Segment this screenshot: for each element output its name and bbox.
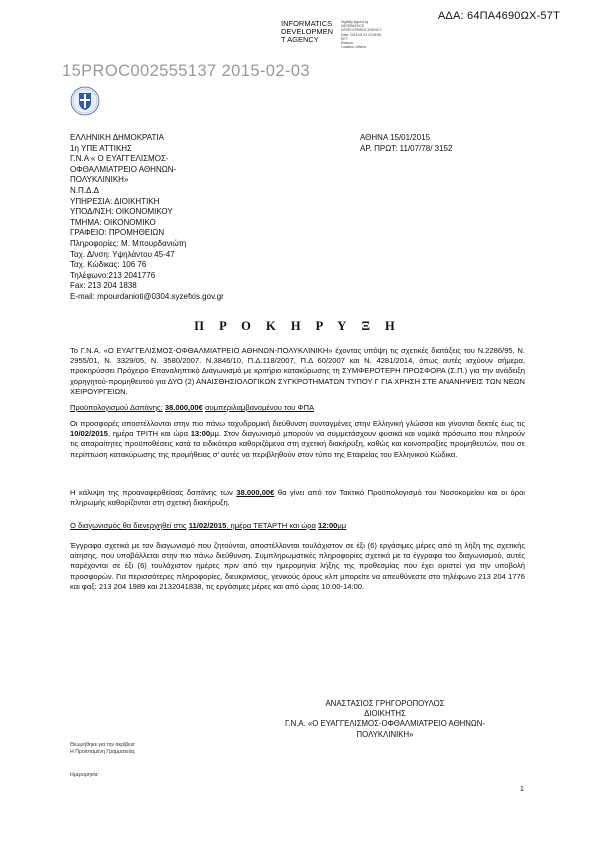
page-number: 1 [520, 786, 524, 793]
greek-coat-of-arms-icon [70, 86, 100, 116]
documents-paragraph: Έγγραφα σχετικά με τον διαγωνισμό που ζητούνται, αποστέλλονται τουλάχιστον σε έξι (6) εργάσιμες μέρες από τη λήξη της σχετικής αίτησης, που υποβάλλεται στην πιο πάνω διεύθυνση. Συμπληρωματικές πληροφορίες σχετικά με τα έγγραφα του διαγωνισμού, αυτές παρέχονται σε έξι (6) τουλάχιστον ημέρες πριν από την ημερομηνία λήξης της προθεσμίας που έχει οριστεί για την υποβολή προσφορών. Για περισσότερες πληροφορίες, διευκρινίσεις, γενικούς όρους κλπ μπορείτε να απευθύνεστε στο τηλέφωνο 213 204 1776 και φαξ: 213 204 1989 και 2132041838, τις εργάσιμες μέρες και από ώρας 10:00-14:00. [70, 541, 525, 591]
intro-paragraph: Το Γ.Ν.Α. «Ο ΕΥΑΓΓΕΛΙΣΜΟΣ-ΟΦΘΑΛΜΙΑΤΡΕΙΟ ΑΘΗΝΩΝ-ΠΟΛΥΚΛΙΝΙΚΗ» έχοντας υπόψη τις σχετικές διατάξεις του Ν.2286/95, Ν. 2955/01, Ν. 3329/05, Ν. 3580/2007. Ν.3846/10, Π.Δ.118/2007, Π.Δ 60/2007 και Ν. 4281/2014, όπως αυτές ισχύουν σήμερα, προκηρύσσει Πρόχειρο Επαναληπτικό Διαγωνισμό με κριτήριο κατακύρωσης τη ΣΥΜΦΕΡΟΤΕΡΗ ΠΡΟΣΦΟΡΑ (Σ.Π.) για την ανάδειξη χορηγητού-προμηθευτού για ΔΥΟ (2) ΑΝΑΙΣΘΗΣΙΟΛΟΓΙΚΩΝ ΣΥΓΚΡΟΤΗΜΑΤΩΝ ΤΥΠΟΥ Γ ΓΙΑ ΧΡΗΣΗ ΣΤΕ ΑΝΑΝΗΨΕΙΣ ΤΩΝ ΝΕΩΝ ΧΕΙΡΟΥΡΓΕΙΩΝ. [70, 346, 525, 396]
procurement-id: 15PROC002555137 2015-02-03 [62, 62, 310, 80]
ada-number: ΑΔΑ: 64ΠΑ4690ΩΧ-57Τ [437, 10, 560, 22]
date-and-protocol: ΑΘΗΝΑ 15/01/2015 ΑΡ. ΠΡΩΤ: 11/07/78/ 3152 [360, 133, 453, 153]
submission-paragraph: Οι προσφορές αποστέλλονται στην πιο πάνω ταχυδρομική διεύθυνση συνταγμένες στην Ελληνική γλώσσα και γίνονται δεκτές έως τις 10/02/2015, ημέρα ΤΡΙΤΗ και ώρα 13:00μμ. Στον διαγωνισμό μπορούν να συμμετάσχουν φυσικά και νομικά πρόσωπα που πληρούν τις απαραίτητες προϋποθέσεις κατά τα ειδικότερα καθοριζόμενα στη σχετική διακήρυξη, καθώς και κοινοπραξίες προμηθευτών, που σε περίπτωση κατακύρωσης της προμήθειας σ' αυτές να περιβληθούν στον τύπο της Εταιρείας του Ελληνικού Κώδικα. [70, 419, 525, 459]
sender-info: ΕΛΛΗΝΙΚΗ ΔΗΜΟΚΡΑΤΙΑ 1η ΥΠΕ ΑΤΤΙΚΗΣ Γ.Ν.Α « Ο ΕΥΑΓΓΕΛΙΣΜΟΣ- ΟΦΘΑΛΜΙΑΤΡΕΙΟ ΑΘΗΝΩΝ- ΠΟΛΥΚΛΙΝΙΚΗ» Ν.Π.Δ.Δ ΥΠΗΡΕΣΙΑ: ΔΙΟΙΚΗΤΙΚΗ ΥΠΟΔ/ΝΣΗ: ΟΙΚΟΝΟΜΙΚΟΥ ΤΜΗΜΑ: ΟΙΚΟΝΟΜΙΚΟ ΓΡΑΦΕΙΟ: ΠΡΟΜΗΘΕΙΩΝ Πληροφορίες: Μ. Μπουρδανιώτη Ταχ. Δ/νση: Υψηλάντου 45-47 Ταχ. Κώδικας: 106 76 Τηλέφωνο:213 2041776 Fax: 213 204 1838 E-mail: mpourdanioti@0304.syzefxis.gov.gr [70, 133, 224, 301]
tender-date-line: Ο διαγωνισμός θα διενεργηθεί στις 11/02/2015, ημέρα ΤΕΤΑΡΤΗ και ώρα 12:00μμ [70, 521, 347, 530]
document-title: Π Ρ Ο Κ Η Ρ Υ Ξ Η [194, 319, 401, 333]
signature-block: ΑΝΑΣΤΑΣΙΟΣ ΓΡΗΓΟΡΟΠΟΥΛΟΣ ΔΙΟΙΚΗΤΗΣ Γ.Ν.Α. «Ο ΕΥΑΓΓΕΛΙΣΜΟΣ-ΟΦΘΑΛΜΙΑΤΡΕΙΟ ΑΘΗΝΩΝ- ΠΟΛΥΚΛΙΝΙΚΗ» [285, 699, 485, 739]
funding-paragraph: Η κάλυψη της προαναφερθείσας δαπάνης των 38.000,00€ θα γίνει από τον Τακτικό Προϋπολογισμό του Νοσοκομείου και οι όροι πληρωμής καθορίζονται στη σχετική διακήρυξη. [70, 488, 525, 508]
budget-line: Προϋπολογισμού Δαπάνης: 38.000,00€ συμπεριλαμβανομένου του ΦΠΑ [70, 403, 315, 412]
digital-signature-text: Digitally signed by INFORMATICS DEVELOPMENT AGENCY Date: 2015.02.03 12:06:59 EET Reason: Location: Athens [341, 20, 382, 50]
agency-stamp: INFORMATICS DEVELOPMEN T AGENCY [281, 19, 334, 44]
date-label: Ημερομηνία: [70, 772, 99, 778]
certification-note: Θεωρήθηκε για την ακρίβεια Η Προϊσταμένη Γραμματείας [70, 742, 136, 755]
